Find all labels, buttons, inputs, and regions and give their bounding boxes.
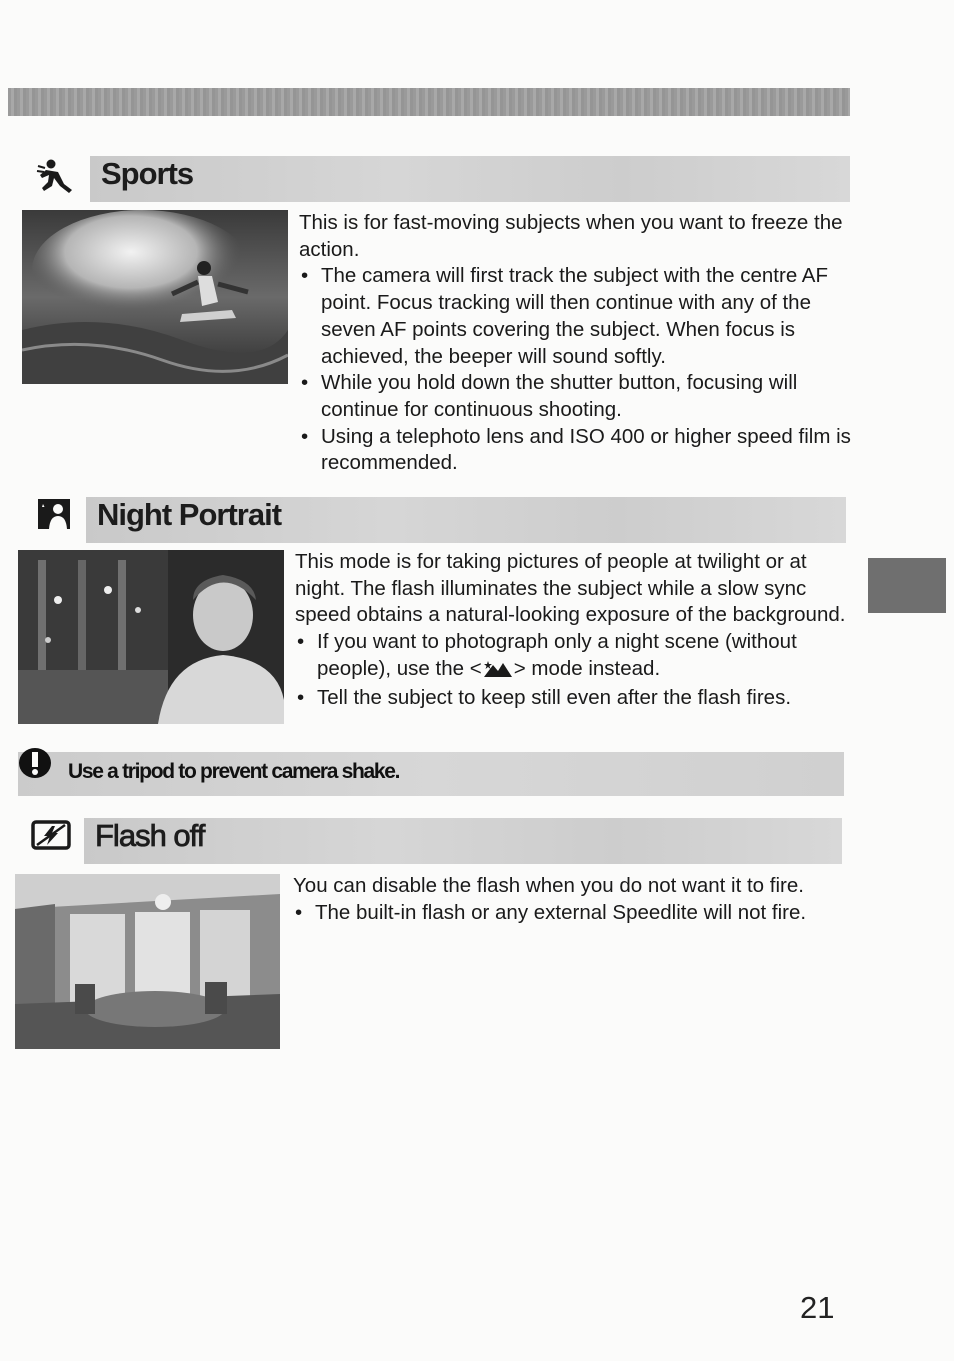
page-number: 21 — [800, 1290, 835, 1325]
caution-icon — [18, 747, 52, 779]
night-portrait-text — [295, 549, 847, 711]
caution-text: Use a tripod to prevent camera shake. — [68, 760, 400, 783]
night-portrait-bullet — [295, 629, 847, 684]
flash-off-photo — [15, 874, 280, 1049]
sports-bullet: • The camera will first track the subject with the centre AF point. Focus tracking will then continue with any of the seven AF points covering the subject. When focus is achieved, the beeper will sound softly. — [299, 263, 851, 370]
bullet-text-after: > mode instead. — [513, 656, 661, 680]
sports-bullet: • Using a telephoto lens and ISO 400 or higher speed film is recommended. — [299, 424, 851, 477]
flash-off-icon — [31, 820, 71, 850]
night-portrait-photo — [18, 550, 284, 724]
night-portrait-bullet: • Tell the subject to keep still even after the flash fires. — [295, 685, 847, 712]
bullet-text-before: If you want to photograph only a night scene (without people), use the < — [317, 630, 797, 680]
chapter-tab — [868, 558, 946, 613]
night-scene-icon — [484, 658, 512, 685]
sports-header-bar — [90, 156, 850, 202]
sports-bullet: • While you hold down the shutter button, focusing will continue for continuous shooting. — [299, 370, 851, 423]
top-header-bar — [8, 88, 850, 116]
running-person-icon — [36, 158, 76, 194]
sports-title: Sports — [101, 156, 194, 191]
flash-off-text — [293, 873, 841, 926]
night-portrait-intro: This mode is for taking pictures of people at twilight or at night. The flash illuminates the subject while a slow sync speed obtains a natural-looking exposure of the background. — [295, 550, 846, 627]
flash-off-intro: You can disable the flash when you do not want it to fire. — [293, 874, 804, 897]
sports-intro: This is for fast-moving subjects when you want to freeze the action. — [299, 211, 843, 261]
sports-text — [299, 210, 851, 477]
sports-photo — [22, 210, 288, 384]
flash-off-title: Flash off — [95, 818, 205, 853]
night-portrait-icon — [38, 499, 70, 529]
night-portrait-title: Night Portrait — [97, 497, 282, 532]
flash-off-bullet: • The built-in flash or any external Speedlite will not fire. — [293, 900, 841, 927]
